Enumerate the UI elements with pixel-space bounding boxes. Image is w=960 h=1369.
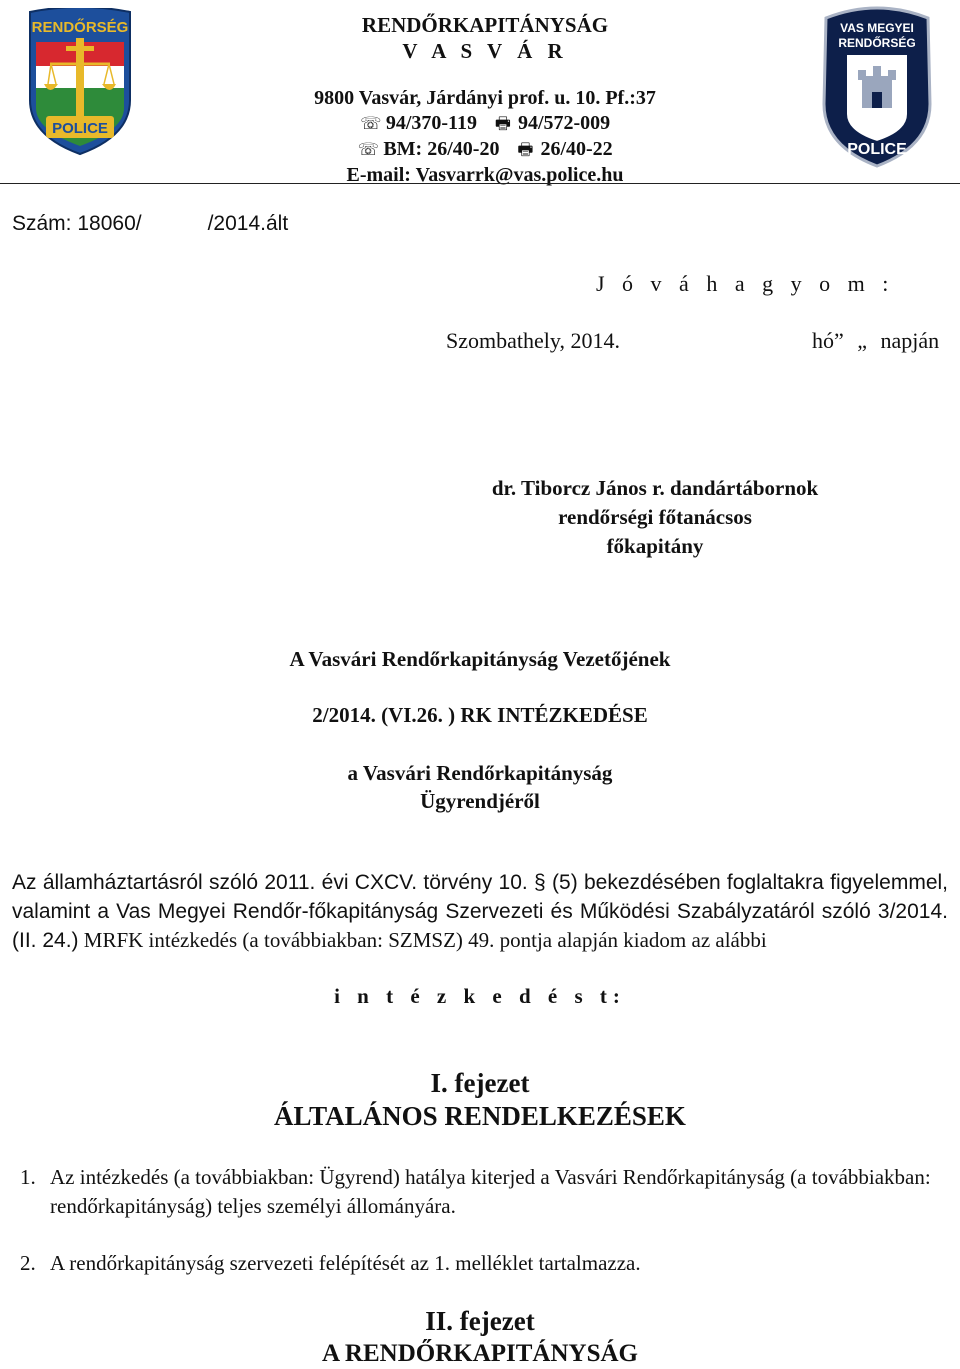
document-title-line-4: Ügyrendjéről bbox=[420, 789, 540, 813]
list-item bbox=[20, 1249, 950, 1278]
list-item bbox=[20, 1163, 950, 1221]
signatory-block bbox=[400, 474, 910, 561]
left-logo-bottom-text: POLICE bbox=[52, 120, 108, 137]
address-line: 9800 Vasvár, Járdányi prof. u. 10. Pf.:37 bbox=[314, 87, 656, 109]
month-day-placeholder: hó” „ napján bbox=[812, 328, 940, 353]
preamble-paragraph bbox=[12, 868, 948, 955]
fax-number-1: 94/572-009 bbox=[517, 112, 611, 134]
approval-label: J ó v á h a g y o m : bbox=[596, 271, 895, 296]
place-date: Szombathely, 2014. bbox=[446, 328, 620, 353]
action-word: i n t é z k e d é s t: bbox=[334, 984, 626, 1008]
email-line: E-mail: Vasvarrk@vas.police.hu bbox=[346, 164, 624, 186]
reference-number-b: /2014.ált bbox=[207, 212, 289, 235]
right-logo-top-text-1: VAS MEGYEI bbox=[840, 21, 914, 35]
reference-number bbox=[12, 212, 288, 236]
preamble-part-1: Az államháztartásról szóló 2011. évi CXCV. törvény 10. § (5) bekezdésében foglaltakra figyelemmel, valamint a Vas Megyei Rendőr-főkapitányság Szervezeti és Működési Szabályzatáról szóló 3/2014. (II. 24.) bbox=[12, 871, 948, 952]
reference-number-a: Szám: 18060/ bbox=[12, 212, 142, 235]
phone-icon: ☏ bbox=[357, 140, 379, 160]
phone-icon: ☏ bbox=[360, 114, 382, 134]
list-item-number: 2. bbox=[20, 1251, 36, 1275]
document-title-line-2: 2/2014. (VI.26. ) RK INTÉZKEDÉSE bbox=[312, 703, 648, 727]
right-logo-top-text-2: RENDŐRSÉG bbox=[838, 36, 916, 50]
right-logo-bottom-text: POLICE bbox=[847, 141, 907, 158]
preamble-part-2: MRFK intézkedés (a továbbiakban: SZMSZ) 49. pontja alapján kiadom az alábbi bbox=[78, 928, 767, 952]
police-badge-logo-right bbox=[818, 4, 936, 168]
org-name: RENDŐRKAPITÁNYSÁG bbox=[361, 13, 609, 37]
list-item-text: A rendőrkapitányság szervezeti felépítését az 1. melléklet tartalmazza. bbox=[50, 1251, 641, 1275]
fax-icon: 🖶 bbox=[517, 140, 534, 160]
signatory-name: dr. Tiborcz János r. dandártábornok bbox=[491, 476, 819, 500]
left-logo-top-text: RENDŐRSÉG bbox=[31, 19, 129, 36]
phone-number-2: BM: 26/40-20 bbox=[383, 138, 500, 160]
list-item-text: Az intézkedés (a továbbiakban: Ügyrend) hatálya kiterjed a Vasvári Rendőrkapitányság (a továbbiakban: rendőrkapitányság) teljes személyi állományára. bbox=[50, 1165, 931, 1218]
header-divider bbox=[0, 183, 960, 184]
header-contact bbox=[270, 86, 700, 188]
chapter-2-number: II. fejezet bbox=[425, 1306, 535, 1336]
police-badge-logo-left bbox=[26, 8, 134, 156]
phone-line-2 bbox=[270, 137, 700, 163]
chapter-2-title: A RENDŐRKAPITÁNYSÁG bbox=[321, 1340, 638, 1367]
phone-number-1: 94/370-119 bbox=[385, 112, 477, 134]
org-city: V A S V Á R bbox=[402, 39, 568, 63]
signatory-title-2: főkapitány bbox=[606, 534, 704, 558]
signatory-title-1: rendőrségi főtanácsos bbox=[558, 505, 752, 529]
chapter-1-number: I. fejezet bbox=[430, 1068, 530, 1098]
fax-icon: 🖶 bbox=[494, 114, 511, 134]
fax-number-2: 26/40-22 bbox=[540, 138, 613, 160]
list-item-number: 1. bbox=[20, 1165, 36, 1189]
document-title-line-1: A Vasvári Rendőrkapitányság Vezetőjének bbox=[289, 647, 671, 671]
phone-line-1 bbox=[270, 111, 700, 137]
document-title-line-3: a Vasvári Rendőrkapitányság bbox=[347, 761, 613, 785]
header-organization bbox=[300, 12, 670, 64]
chapter-1-title: ÁLTALÁNOS RENDELKEZÉSEK bbox=[274, 1101, 686, 1131]
